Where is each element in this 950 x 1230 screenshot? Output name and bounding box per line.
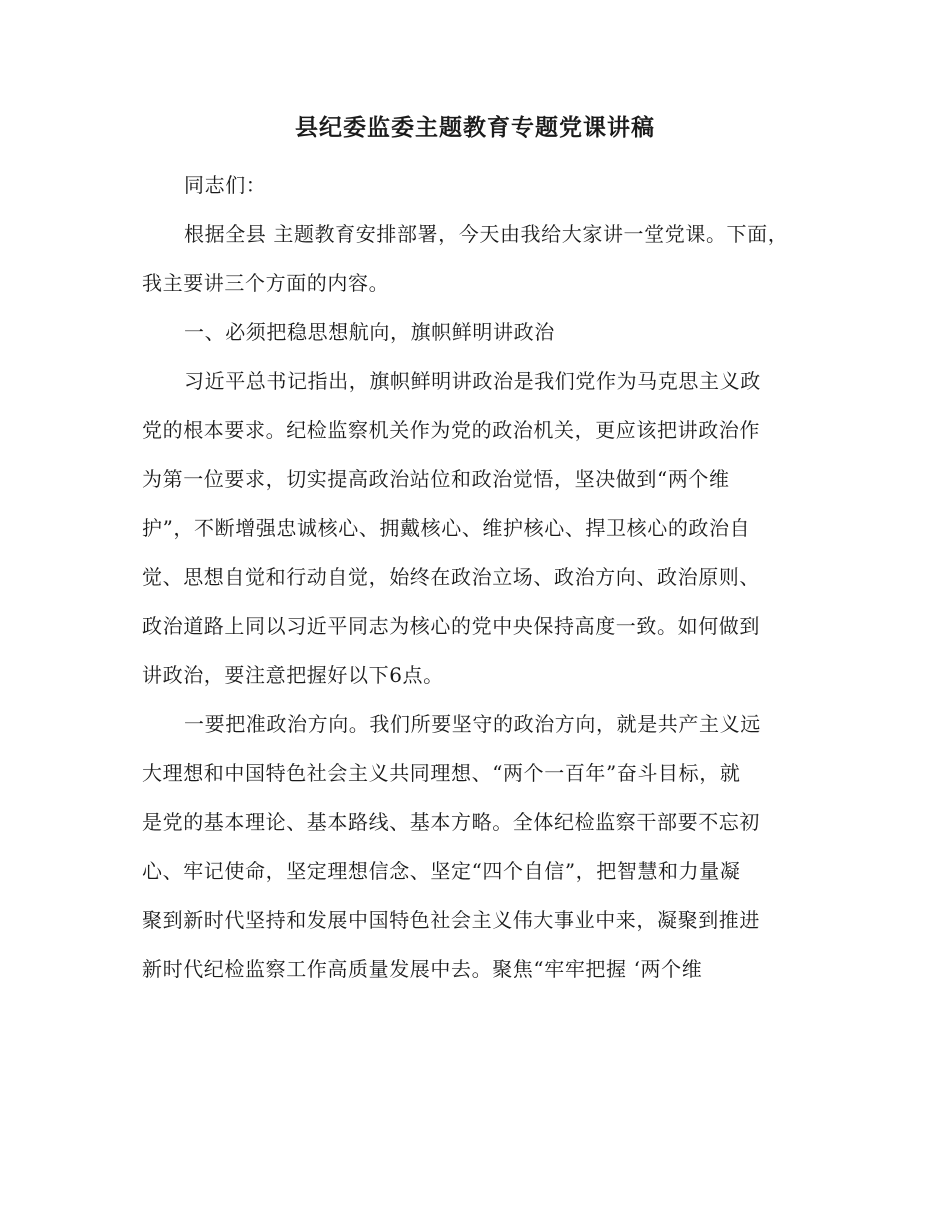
paragraph-line: 根据全县 主题教育安排部署，今天由我给大家讲一堂党课。下面， xyxy=(184,222,789,246)
paragraph-line: 为第一位要求，切实提高政治站位和政治觉悟，坚决做到“两个维 xyxy=(142,467,730,491)
paragraph-line: 讲政治，要注意把握好以下6点。 xyxy=(142,663,444,687)
paragraph-line: 是党的基本理论、基本路线、基本方略。全体纪检监察干部要不忘初 xyxy=(142,810,760,834)
paragraph-line: 觉、思想自觉和行动自觉，始终在政治立场、政治方向、政治原则、 xyxy=(142,565,760,589)
paragraph-line: 我主要讲三个方面的内容。 xyxy=(142,271,390,295)
paragraph-line: 聚到新时代坚持和发展中国特色社会主义伟大事业中来，凝聚到推进 xyxy=(142,908,760,932)
salutation: 同志们： xyxy=(184,173,267,197)
section-heading: 一、必须把稳思想航向，旗帜鲜明讲政治 xyxy=(184,320,555,344)
paragraph-line: 护”，不断增强忠诚核心、拥戴核心、维护核心、捍卫核心的政治自 xyxy=(142,516,751,540)
paragraph-line: 习近平总书记指出，旗帜鲜明讲政治是我们党作为马克思主义政 xyxy=(184,369,761,393)
paragraph-line: 新时代纪检监察工作高质量发展中去。聚焦“牢牢把握 ‘两个维 xyxy=(142,957,703,981)
paragraph-line: 政治道路上同以习近平同志为核心的党中央保持高度一致。如何做到 xyxy=(142,614,760,638)
paragraph-line: 大理想和中国特色社会主义共同理想、“两个一百年”奋斗目标，就 xyxy=(142,761,741,785)
paragraph-line: 一要把准政治方向。我们所要坚守的政治方向，就是共产主义远 xyxy=(184,712,761,736)
paragraph-line: 心、牢记使命，坚定理想信念、坚定“四个自信”，把智慧和力量凝 xyxy=(142,859,741,883)
document-title: 县纪委监委主题教育专题党课讲稿 xyxy=(295,114,655,141)
paragraph-line: 党的根本要求。纪检监察机关作为党的政治机关，更应该把讲政治作 xyxy=(142,418,760,442)
